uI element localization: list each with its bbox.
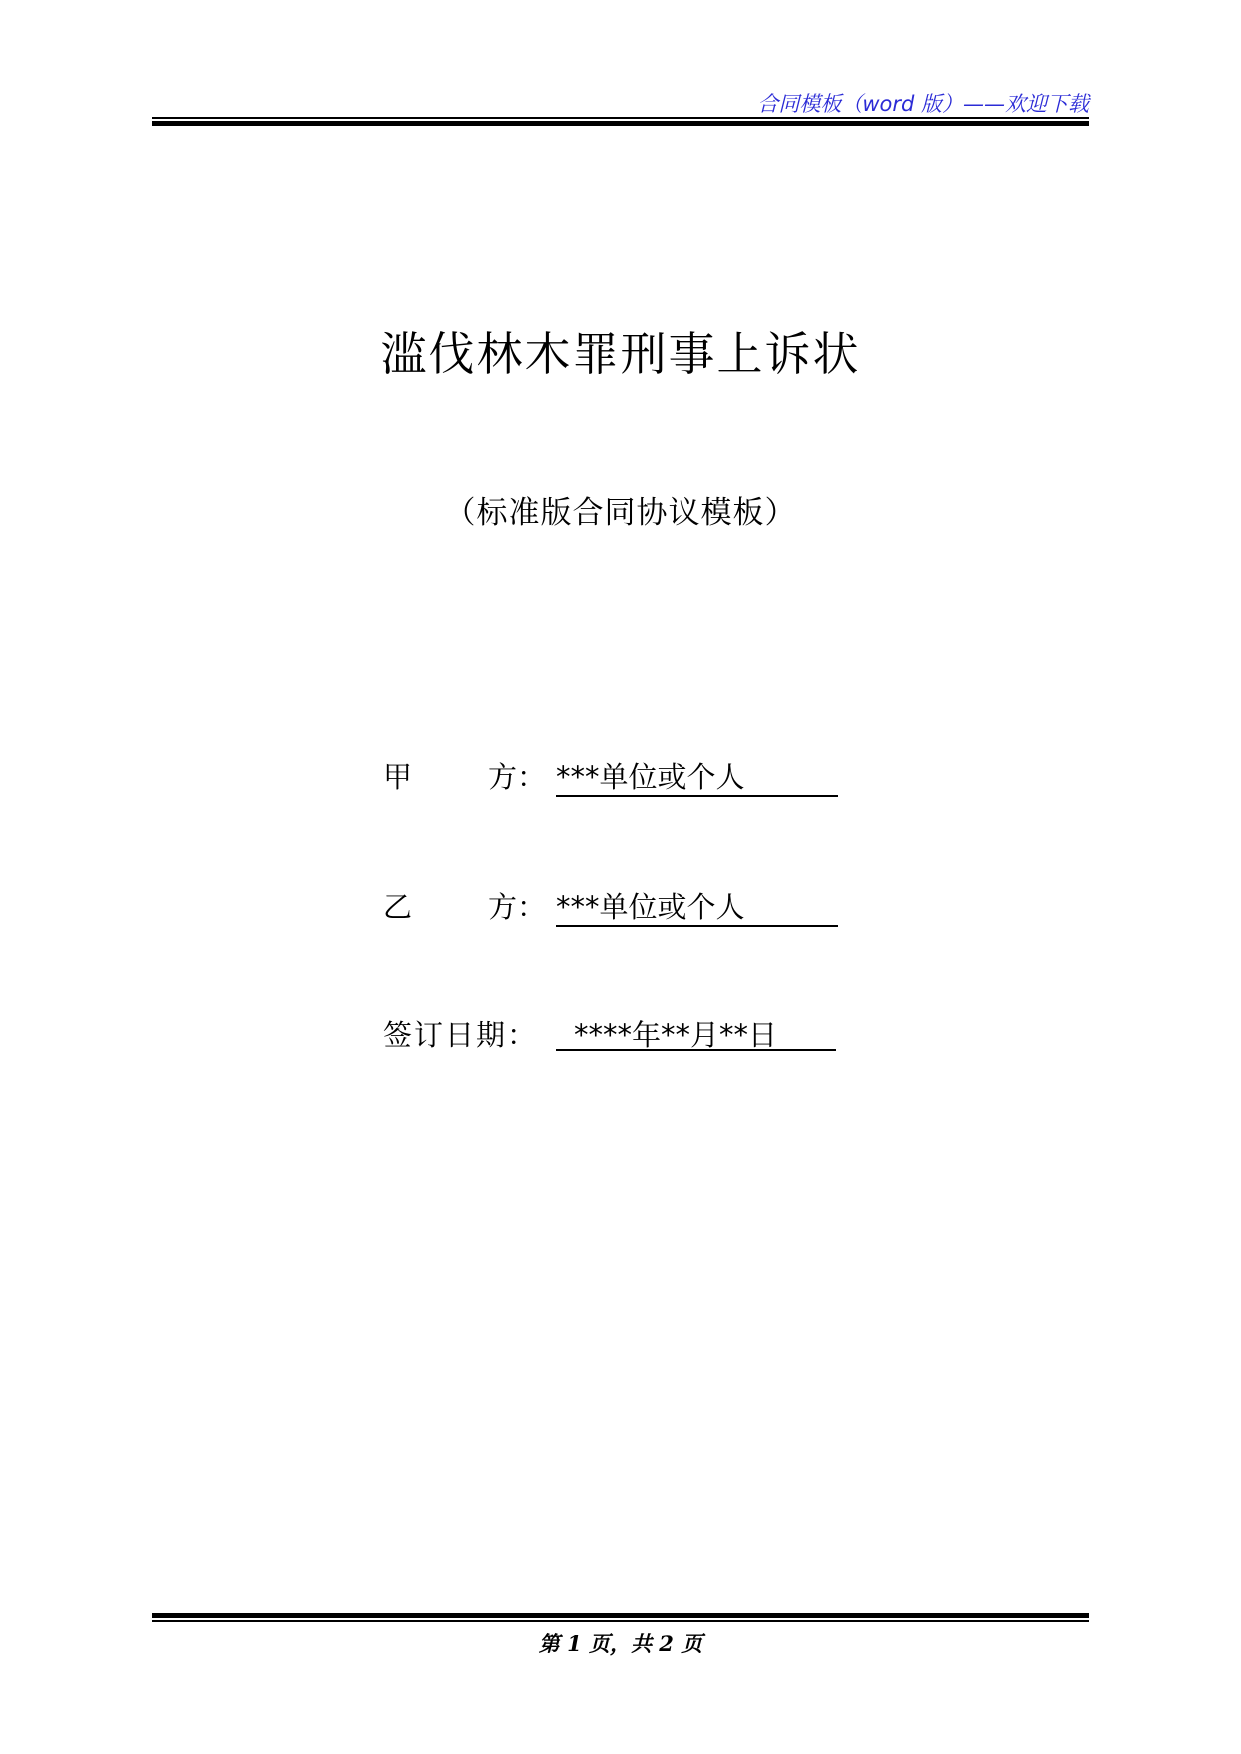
party-a-value[interactable]: ***单位或个人 [556,755,838,797]
party-a-label-first: 甲 [383,760,413,794]
signing-date-field [383,1013,843,1057]
party-b-value[interactable]: ***单位或个人 [556,885,838,927]
party-b-label-second: 方： [488,890,547,924]
page-number-footer: 第 1 页，共 2 页 [538,1631,703,1656]
footer-rule-thin [152,1620,1089,1622]
header-rule-thin [152,117,1089,119]
page-header-text: 合同模板（word 版）——欢迎下载 [757,92,1089,116]
party-a-field [383,755,843,799]
signing-date-value[interactable]: ****年**月**日 [556,1013,836,1051]
party-b-label-first: 乙 [383,890,413,924]
party-a-label-second: 方： [488,760,547,794]
signing-date-label: 签订日期： [383,1018,539,1052]
document-subtitle: （标准版合同协议模板） [444,495,797,531]
document-title: 滥伐林木罪刑事上诉状 [380,327,861,381]
footer-rule-thick [152,1613,1089,1618]
party-b-field [383,885,843,929]
header-rule-thick [152,121,1089,126]
